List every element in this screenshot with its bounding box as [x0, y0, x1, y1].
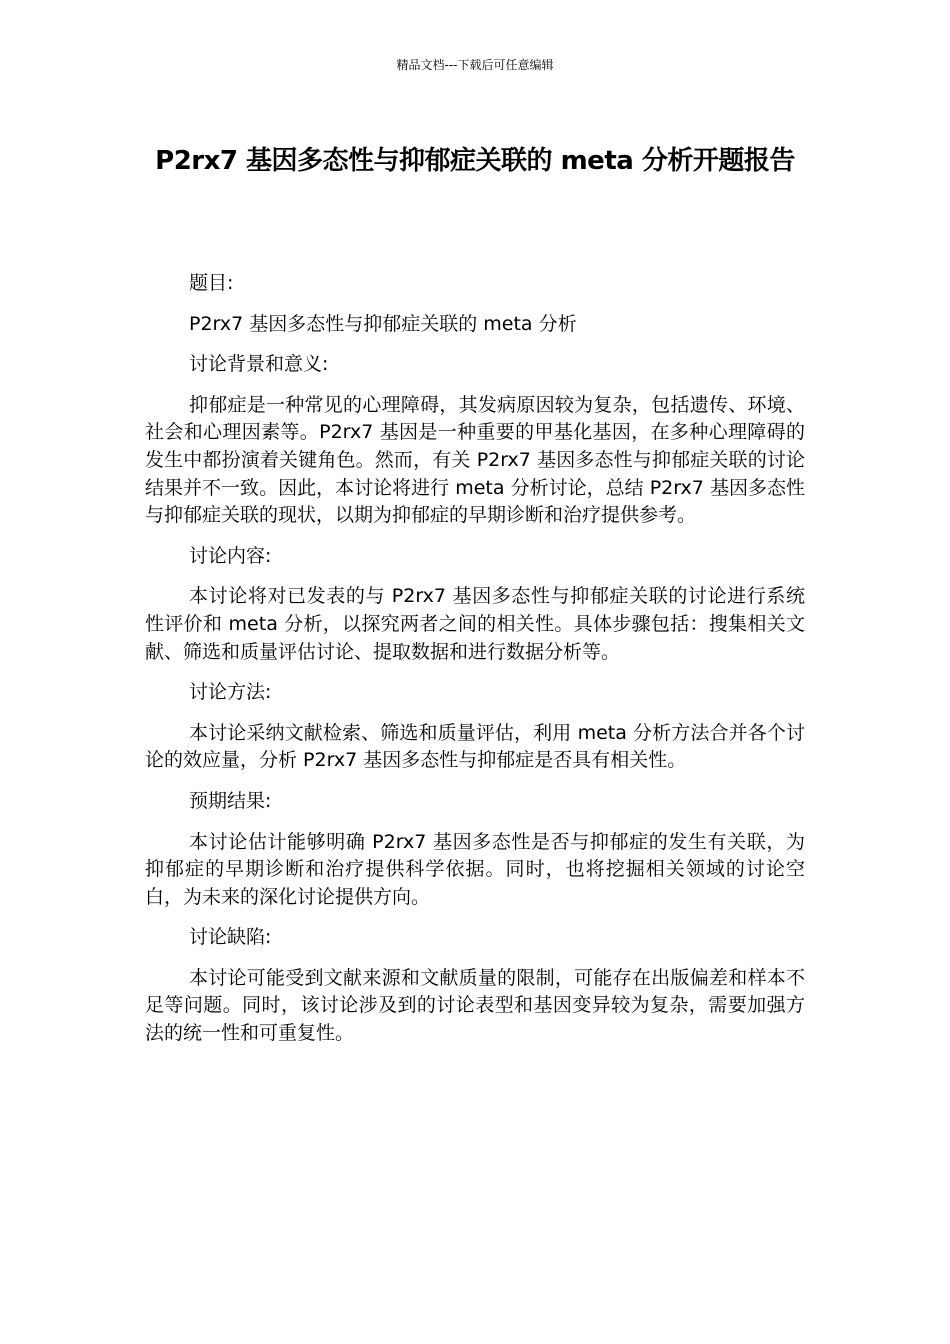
section-heading-topic: 题目: [189, 272, 234, 294]
topic-text: P2rx7 基因多态性与抑郁症关联的 meta 分析 [189, 312, 577, 335]
methods-paragraph: 本讨论采纳文献检索、筛选和质量评估，利用 meta 分析方法合并各个讨论的效应量，分析 P2rx7 基因多态性与抑郁症是否具有相关性。 [145, 721, 805, 772]
section-heading-methods: 讨论方法: [189, 681, 272, 704]
limitations-paragraph: 本讨论可能受到文献来源和文献质量的限制，可能存在出版偏差和样本不足等问题。同时，该讨论涉及到的讨论表型和基因变异较为复杂，需要加强方法的统一性和可重复性。 [145, 966, 805, 1045]
header-note: 精品文档---下载后可任意编辑 [396, 58, 554, 72]
document-title: P2rx7 基因多态性与抑郁症关联的 meta 分析开题报告 [155, 146, 795, 176]
expected-results-paragraph: 本讨论估计能够明确 P2rx7 基因多态性是否与抑郁症的发生有关联，为抑郁症的早期诊断和治疗提供科学依据。同时，也将挖掘相关领域的讨论空白，为未来的深化讨论提供方向。 [145, 830, 805, 908]
section-heading-expected-results: 预期结果: [189, 789, 272, 812]
content-paragraph: 本讨论将对已发表的与 P2rx7 基因多态性与抑郁症关联的讨论进行系统性评价和 meta 分析，以探究两者之间的相关性。具体步骤包括：搜集相关文献、筛选和质量评估讨论、提取数据和进行数据分析等。 [145, 585, 805, 663]
document-body [145, 270, 805, 1061]
section-heading-limitations: 讨论缺陷: [189, 926, 272, 949]
section-heading-background: 讨论背景和意义: [189, 353, 329, 376]
section-heading-content: 讨论内容: [189, 544, 272, 567]
background-paragraph: 抑郁症是一种常见的心理障碍，其发病原因较为复杂，包括遗传、环境、社会和心理因素等。P2rx7 基因是一种重要的甲基化基因，在多种心理障碍的发生中都扮演着关键角色。然而，有关 P2rx7 基因多态性与抑郁症关联的讨论结果并不一致。因此，本讨论将进行 meta 分析讨论，总结 P2rx7 基因多态性与抑郁症关联的现状，以期为抑郁症的早期诊断和治疗提供参考。 [145, 393, 805, 527]
